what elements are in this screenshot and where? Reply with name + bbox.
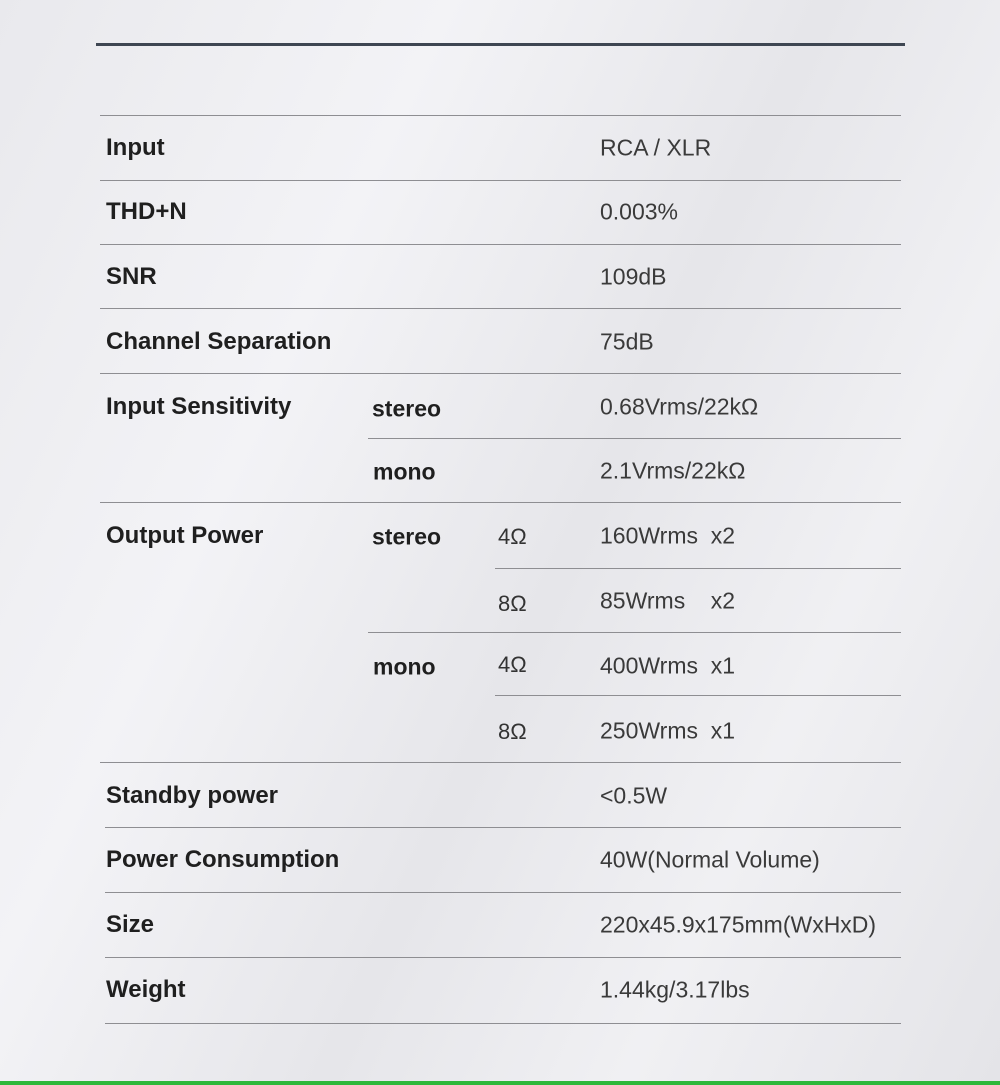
- spec-value-input: RCA / XLR: [600, 134, 712, 161]
- output-stereo-label: stereo: [372, 523, 442, 550]
- spec-value-snr: 109dB: [600, 263, 667, 290]
- row-divider: [100, 115, 901, 116]
- spec-label-snr: SNR: [106, 263, 157, 290]
- spec-label-sensitivity: Input Sensitivity: [106, 393, 292, 420]
- row-divider: [105, 827, 901, 828]
- row-divider: [100, 762, 901, 763]
- sub-row-divider: [495, 695, 901, 696]
- spec-value-thd: 0.003%: [600, 198, 679, 225]
- spec-value-separation: 75dB: [600, 328, 654, 355]
- output-stereo-4ohm-load: 4Ω: [498, 524, 527, 549]
- output-mono-8ohm-load: 8Ω: [498, 719, 527, 744]
- spec-label-separation: Channel Separation: [106, 328, 332, 355]
- spec-label-output: Output Power: [106, 522, 264, 549]
- spec-value-size: 220x45.9x175mm(WxHxD): [600, 911, 877, 938]
- sensitivity-mono-value: 2.1Vrms/22kΩ: [600, 457, 746, 484]
- row-divider: [100, 373, 901, 374]
- sub-row-divider: [368, 438, 901, 439]
- row-divider: [105, 957, 901, 958]
- spec-label-weight: Weight: [106, 976, 186, 1003]
- output-mono-4ohm-load: 4Ω: [498, 652, 527, 677]
- row-divider: [100, 502, 901, 503]
- spec-label-thd: THD+N: [106, 198, 187, 225]
- spec-value-standby: <0.5W: [600, 782, 668, 809]
- row-divider: [105, 892, 901, 893]
- sub-row-divider: [368, 632, 901, 633]
- spec-value-weight: 1.44kg/3.17lbs: [600, 976, 750, 1003]
- bottom-accent-bar: [0, 1081, 1000, 1085]
- sensitivity-mono-label: mono: [373, 458, 436, 485]
- output-stereo-4ohm-value: 160Wrms x2: [600, 522, 736, 549]
- row-divider: [100, 244, 901, 245]
- row-divider: [100, 180, 901, 181]
- output-stereo-8ohm-value: 85Wrms x2: [600, 587, 736, 614]
- sub-row-divider: [495, 568, 901, 569]
- sensitivity-stereo-label: stereo: [372, 395, 442, 422]
- row-divider: [105, 1023, 901, 1024]
- sensitivity-stereo-value: 0.68Vrms/22kΩ: [600, 393, 759, 420]
- output-mono-label: mono: [373, 653, 436, 680]
- output-mono-4ohm-value: 400Wrms x1: [600, 652, 736, 679]
- row-divider: [100, 308, 901, 309]
- output-mono-8ohm-value: 250Wrms x1: [600, 717, 736, 744]
- top-divider: [96, 43, 905, 46]
- output-stereo-8ohm-load: 8Ω: [498, 591, 527, 616]
- spec-label-standby: Standby power: [106, 782, 279, 809]
- spec-label-input: Input: [106, 134, 165, 161]
- spec-value-consumption: 40W(Normal Volume): [600, 846, 820, 873]
- spec-label-consumption: Power Consumption: [106, 846, 340, 873]
- spec-label-size: Size: [106, 911, 155, 938]
